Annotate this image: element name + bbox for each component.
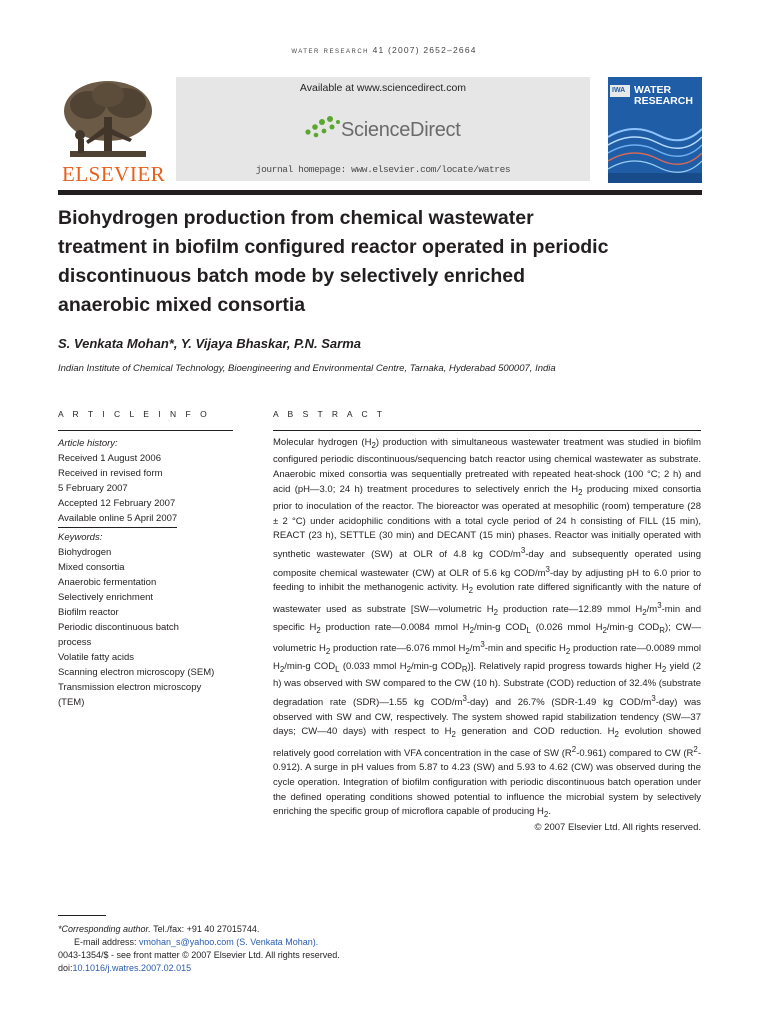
keyword: Biofilm reactor <box>58 607 119 618</box>
keyword: process <box>58 637 92 648</box>
availability-line[interactable]: Available at www.sciencedirect.com <box>299 82 467 94</box>
abstract-body: Molecular hydrogen $(H_2)$ production with simultaneous wastewater treatment was studied in biofilm configured periodic discontinuous/sequencing batch reactor using chemical wastewater as substrate. Anaerobic mixed consortia was sequentially pretreated with repeated heat-shock (100 °C; 2 h) and acid (pH—3.0; 24 h) treatment procedures to selectively enrich the $H_2$ producing mixed consortia prior to inoculation of the reactor. The bioreactor was operated at mesophilic (room) temperature (28 ± 2 °C) under acidophilic conditions with a total cycle period of 24 h consisting of FILL (15 min), REACT (23 h), SETTLE (30 min) and DECANT (15 min) phases. Reactor was initially operated with synthetic wastewater (SW) at OLR of 4.8 kg COD/$m^3$-day and subsequently operated using composite chemical wastewater (CW) at OLR of 5.6 kg COD/$m^3$-day by adjusting pH to 6.0 prior to feeding to inhibit the methanogenic activity. $H_2$ evolution rate differed significantly with the nature of wastewater used as substrate [SW—volumetric $H_2$ production rate—12.89 mmol $H_2/m^3-\min$ and specific $H_2$ production rate—0.0084 mmol $H_2/\min-g$ $COD_L$ (0.026 mmol $H_2/\min-g$ $COD_R$); CW—volumetric $H_2$ production rate—6.076 mmol $H_2/m^3-\min$ and specific $H_2$ production rate—0.0089 mmol $H_2/\min-g$ $COD_L$ (0.033 mmol $H_2/\min-g$ $COD_R$)]. Relatively rapid progress towards higher $H_2$ yield (2 h) was observed with SW compared to the CW (10 h). Substrate (COD) reduction of 32.4% (substrate degradation rate (SDR)—1.55 kg COD/$m^3-day$) and 26.7% (SDR-1.49 kg COD/$m^3-day$) was observed with SW and CW, respectively. The system showed rapid stabilization tendency (SW—37 days; CW—40 days) with respect to $H_2$ generation and COD reduction. $H_2$ evolution showed relatively good correlation with VFA concentration in the case of SW $(R^2-0.961)$ compared to CW $(R^2-0.912)$. A surge in pH values from 5.87 to 4.23 (SW) and 5.93 to 4.62 (CW) was observed during the cycle operation. Integration of biofilm configuration with periodic discontinuous batch operation under the defined operating conditions showed potential to influence the microbial system by selectively enriching the specific group of microflora capable of producing $H_2$. <box>273 437 702 820</box>
keyword: Periodic discontinuous batch <box>58 622 179 633</box>
iwa-logo: IWA <box>612 87 626 94</box>
history-item: Available online 5 April 2007 <box>58 511 177 528</box>
history-item: Received 1 August 2006 <box>58 453 161 464</box>
footnote-rule <box>58 915 106 916</box>
history-item: 5 February 2007 <box>58 483 128 494</box>
keywords-label: Keywords: <box>58 532 103 543</box>
footnote <box>58 923 340 975</box>
affiliation: Indian Institute of Chemical Technology, Bioengineering and Environmental Centre, Tarnaka, Hyderabad 500007, India <box>58 363 556 374</box>
keyword: Mixed consortia <box>58 562 125 573</box>
article-title <box>58 204 708 320</box>
article-info <box>58 436 233 710</box>
journal-homepage[interactable]: journal homepage: www.elsevier.com/locate/watres <box>255 164 511 175</box>
journal-name: water research <box>291 45 370 55</box>
history-label: Article history: <box>58 438 118 449</box>
abstract-rule <box>273 430 701 431</box>
cover-title-line1: WATER <box>634 84 672 96</box>
author-list: S. Venkata Mohan*, Y. Vijaya Bhaskar, P.N. Sarma <box>58 336 362 351</box>
title-line: treatment in biofilm configured reactor operated in periodic <box>58 236 609 258</box>
keyword: Volatile fatty acids <box>58 652 135 663</box>
keyword: Scanning electron microscopy (SEM) <box>58 667 215 678</box>
keyword: Selectively enrichment <box>58 592 154 603</box>
title-line: Biohydrogen production from chemical wastewater <box>58 207 534 229</box>
cover-title-line2: RESEARCH <box>634 95 693 107</box>
history-item: Accepted 12 February 2007 <box>58 498 176 509</box>
article-info-heading: A R T I C L E I N F O <box>58 409 211 419</box>
title-line: anaerobic mixed consortia <box>58 294 306 316</box>
doi-label: doi: <box>58 963 73 973</box>
abstract-heading: A B S T R A C T <box>273 409 386 419</box>
doi-link[interactable]: 10.1016/j.watres.2007.02.015 <box>72 963 192 973</box>
sciencedirect-logo-text[interactable]: ScienceDirect <box>341 119 461 141</box>
elsevier-wordmark: ELSEVIER <box>62 162 166 186</box>
email-link[interactable]: vmohan_s@yahoo.com (S. Venkata Mohan). <box>139 937 319 947</box>
keyword: Anaerobic fermentation <box>58 577 157 588</box>
header-rule <box>58 190 702 195</box>
title-line: discontinuous batch mode by selectively enriched <box>58 265 526 287</box>
sciencedirect-dots-icon <box>302 114 342 140</box>
corresponding-author-label: *Corresponding author. <box>58 924 151 934</box>
article-info-rule <box>58 430 233 431</box>
issn-line: 0043-1354/$ - see front matter © 2007 Elsevier Ltd. All rights reserved. <box>58 950 340 960</box>
history-item: Received in revised form <box>58 468 163 479</box>
abstract-copyright: © 2007 Elsevier Ltd. All rights reserved. <box>534 822 701 833</box>
running-head <box>0 45 768 55</box>
journal-cover <box>608 77 702 183</box>
keyword: Biohydrogen <box>58 547 112 558</box>
email-label: E-mail address: <box>74 937 140 947</box>
keyword: (TEM) <box>58 697 85 708</box>
keyword: Transmission electron microscopy <box>58 682 202 693</box>
corresponding-author-phone: Tel./fax: +91 40 27015744. <box>150 924 260 934</box>
journal-citation: 41 (2007) 2652–2664 <box>372 45 477 55</box>
